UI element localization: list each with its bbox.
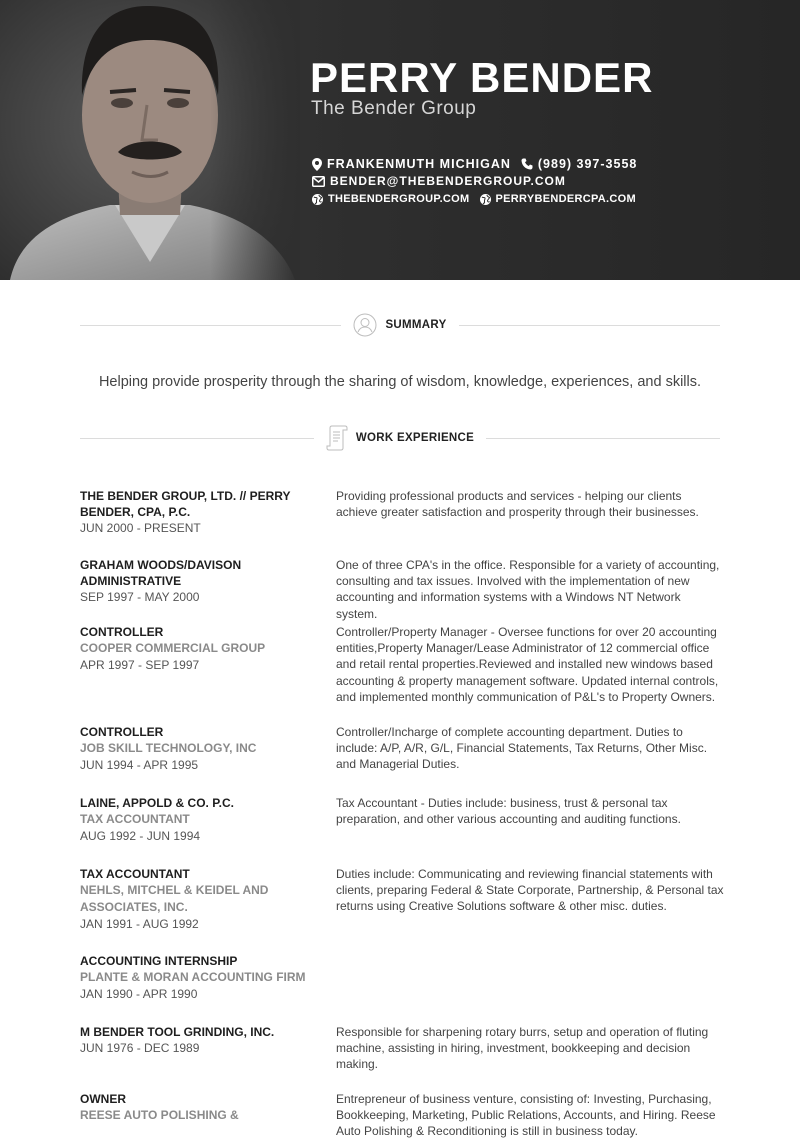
- work-section-header: [80, 423, 720, 453]
- job-dates: JAN 1991 - AUG 1992: [80, 917, 199, 931]
- resume-header: [0, 0, 800, 280]
- location-text: FRANKENMUTH MICHIGAN: [327, 157, 511, 171]
- email-item[interactable]: [312, 174, 566, 188]
- job-description: One of three CPA's in the office. Responsible for a variety of accounting, consulting and tax issues. Involved with the implementation of new accounting and information systems with a Windows NT Network system.: [336, 558, 720, 621]
- job-meta: [80, 795, 328, 845]
- divider-right: [457, 325, 720, 326]
- job-title: M BENDER TOOL GRINDING, INC.: [80, 1025, 275, 1039]
- contact-row-websites: [312, 193, 646, 205]
- job-dates: JUN 1976 - DEC 1989: [80, 1041, 200, 1055]
- job-meta: [80, 866, 328, 933]
- job-title: LAINE, APPOLD & CO. P.C.: [80, 796, 235, 810]
- divider-left: [80, 325, 342, 326]
- job-title: OWNER: [80, 1092, 126, 1106]
- job-meta: [80, 1091, 328, 1124]
- summary-text: Helping provide prosperity through the sharing of wisdom, knowledge, experiences, and skills.: [98, 374, 702, 390]
- website-link-2: PERRYBENDERCPA.COM: [495, 193, 636, 205]
- job-description: Controller/Property Manager - Oversee functions for over 20 accounting entities,Property Manager/Lease Administrator of 12 commercial office and retail rental properties.Reviewed and installed new windows based accounting & property management software. Updated internal controls, and implemented monthly communication of P&L's to Property Owners.: [336, 625, 719, 704]
- job-company: JOB SKILL TECHNOLOGY, INC: [80, 741, 257, 755]
- job-company: NEHLS, MITCHEL & KEIDEL AND ASSOCIATES, INC.: [80, 883, 269, 914]
- job-title: ACCOUNTING INTERNSHIP: [80, 954, 238, 968]
- website-item-1[interactable]: [312, 193, 470, 205]
- envelope-icon: [312, 176, 325, 187]
- job-title: THE BENDER GROUP, LTD. // PERRY BENDER, CPA, P.C.: [80, 489, 291, 519]
- globe-icon: [480, 194, 491, 205]
- job-company: PLANTE & MORAN ACCOUNTING FIRM: [80, 970, 306, 984]
- job-company: TAX ACCOUNTANT: [80, 812, 190, 826]
- job-company: COOPER COMMERCIAL GROUP: [80, 641, 266, 655]
- job-description: Responsible for sharpening rotary burrs, setup and operation of fluting machine, assisting in hiring, investment, bookkeeping and decision making.: [336, 1025, 709, 1072]
- job-meta: [80, 724, 328, 774]
- job-description: Duties include: Communicating and reviewing financial statements with clients, preparing Federal & State Corporate, Partnership, & Personal tax returns using Creative Solutions software & other misc. duties.: [336, 867, 724, 914]
- phone-icon: [521, 158, 533, 170]
- divider-right: [482, 438, 720, 439]
- job-company: REESE AUTO POLISHING &: [80, 1108, 239, 1122]
- job-dates: APR 1997 - SEP 1997: [80, 658, 200, 672]
- job-title: TAX ACCOUNTANT: [80, 867, 190, 881]
- divider-left: [80, 438, 318, 439]
- job-description: Tax Accountant - Duties include: business, trust & personal tax preparation, and other various accounting and auditing functions.: [336, 796, 681, 827]
- website-item-2[interactable]: [480, 193, 636, 205]
- job-meta: [80, 624, 328, 674]
- profile-photo: [0, 0, 300, 280]
- scroll-document-icon: [326, 425, 348, 451]
- job-meta: [80, 488, 328, 537]
- work-heading: [314, 425, 486, 451]
- job-dates: SEP 1997 - MAY 2000: [80, 590, 200, 604]
- job-title: GRAHAM WOODS/DAVISON ADMINISTRATIVE: [80, 558, 242, 588]
- company-name: The Bender Group: [311, 98, 477, 119]
- summary-heading: [341, 313, 458, 337]
- work-heading-text: WORK EXPERIENCE: [355, 432, 475, 444]
- job-description: Entrepreneur of business venture, consisting of: Investing, Purchasing, Bookkeeping, Marketing, Public Relations, Accounts, and Hiring. Reese Auto Polishing & Reconditioning is still in business today.: [336, 1092, 716, 1139]
- contact-row-email: [312, 174, 576, 188]
- job-title: CONTROLLER: [80, 625, 164, 639]
- summary-section-header: [80, 310, 720, 340]
- globe-icon: [312, 194, 323, 205]
- job-meta: [80, 557, 328, 606]
- map-pin-icon: [312, 158, 322, 171]
- phone-item[interactable]: [521, 157, 637, 171]
- user-icon: [353, 313, 377, 337]
- contact-row-location-phone: [312, 157, 647, 171]
- job-dates: JAN 1990 - APR 1990: [80, 987, 198, 1001]
- job-dates: JUN 1994 - APR 1995: [80, 758, 199, 772]
- location-item: [312, 157, 511, 171]
- phone-text: (989) 397-3558: [537, 157, 638, 171]
- job-dates: AUG 1992 - JUN 1994: [80, 829, 201, 843]
- summary-heading-text: SUMMARY: [385, 319, 447, 331]
- job-title: CONTROLLER: [80, 725, 164, 739]
- job-dates: JUN 2000 - PRESENT: [80, 521, 201, 535]
- job-meta: [80, 1024, 328, 1057]
- job-description: Providing professional products and services - helping our clients achieve greater satisfaction and prosperity through their businesses.: [336, 489, 699, 520]
- candidate-name: PERRY BENDER: [310, 54, 654, 101]
- email-link: BENDER@THEBENDERGROUP.COM: [330, 174, 566, 188]
- website-link-1: THEBENDERGROUP.COM: [328, 193, 470, 205]
- job-meta: [80, 953, 328, 1003]
- job-description: Controller/Incharge of complete accounting department. Duties to include: A/P, A/R, G/L, Financial Statements, Tax Returns, Other Misc. and Managerial Duties.: [336, 725, 708, 772]
